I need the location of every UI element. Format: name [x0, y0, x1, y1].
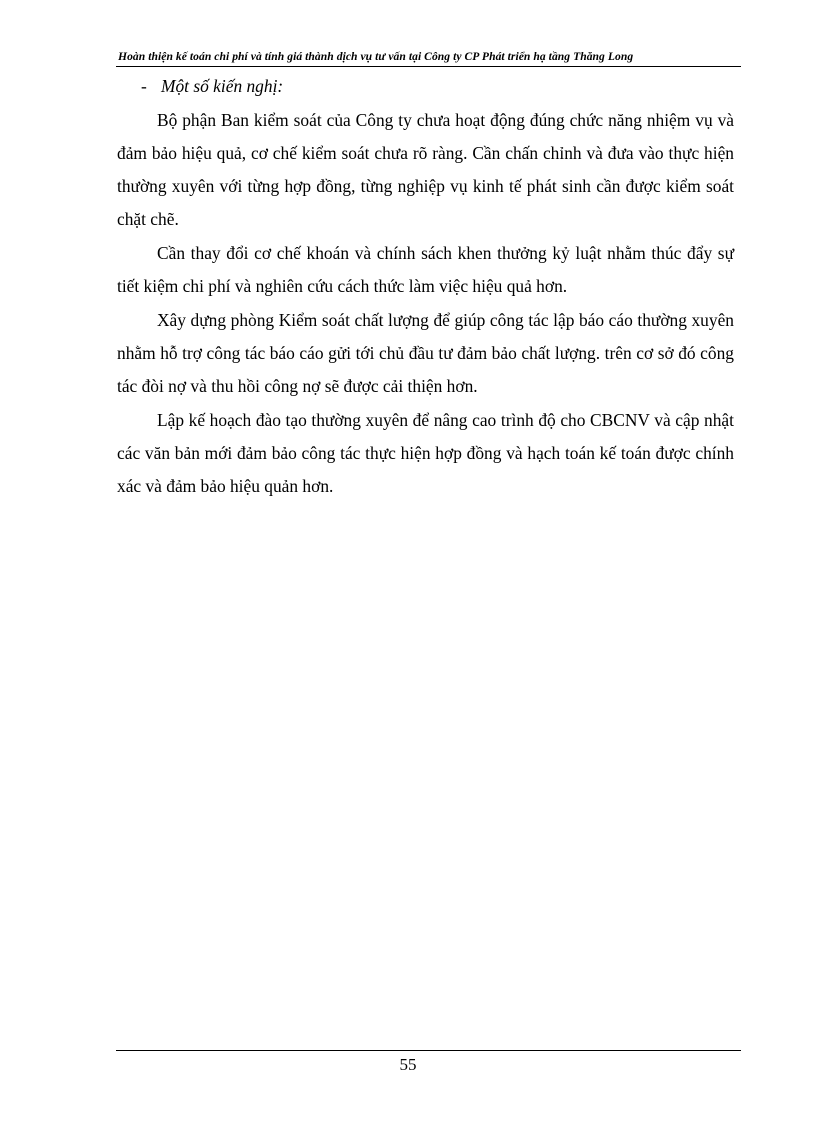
paragraph-supervisory-board: Bộ phận Ban kiểm soát của Công ty chưa hoạt động đúng chức năng nhiệm vụ và đảm bảo hiệu quả, cơ chế kiểm soát chưa rõ ràng. Cần chấn chỉnh và đưa vào thực hiện thường xuyên với từng hợp đồng, từng nghiệp vụ kinh tế phát sinh cần được kiểm soát chặt chẽ.	[117, 110, 734, 229]
recommendations-heading	[117, 70, 734, 103]
footer-divider	[116, 1050, 741, 1051]
page-number: 55	[399, 1055, 417, 1074]
paragraph-quality-control: Xây dựng phòng Kiểm soát chất lượng để giúp công tác lập báo cáo thường xuyên nhằm hỗ trợ công tác báo cáo gửi tới chủ đầu tư đảm bảo chất lượng. trên cơ sở đó công tác đòi nợ và thu hồi công nợ sẽ được cải thiện hơn.	[117, 310, 734, 396]
paragraph-incentive-policy: Cần thay đổi cơ chế khoán và chính sách khen thưởng kỷ luật nhằm thúc đẩy sự tiết kiệm chi phí và nghiên cứu cách thức làm việc hiệu quả hơn.	[117, 243, 734, 296]
recommendations-heading-text: Một số kiến nghị:	[161, 76, 284, 96]
header-divider	[116, 66, 741, 67]
running-header: Hoàn thiện kế toán chi phí và tính giá thành dịch vụ tư vấn tại Công ty CP Phát triển hạ tầng Thăng Long	[118, 50, 634, 63]
paragraph-training-plan: Lập kế hoạch đào tạo thường xuyên để nâng cao trình độ cho CBCNV và cập nhật các văn bản mới đảm bảo công tác thực hiện hợp đồng và hạch toán kế toán được chính xác và đảm bảo hiệu quản hơn.	[117, 410, 734, 496]
bullet-dash: -	[141, 76, 147, 96]
page-body	[117, 70, 734, 503]
